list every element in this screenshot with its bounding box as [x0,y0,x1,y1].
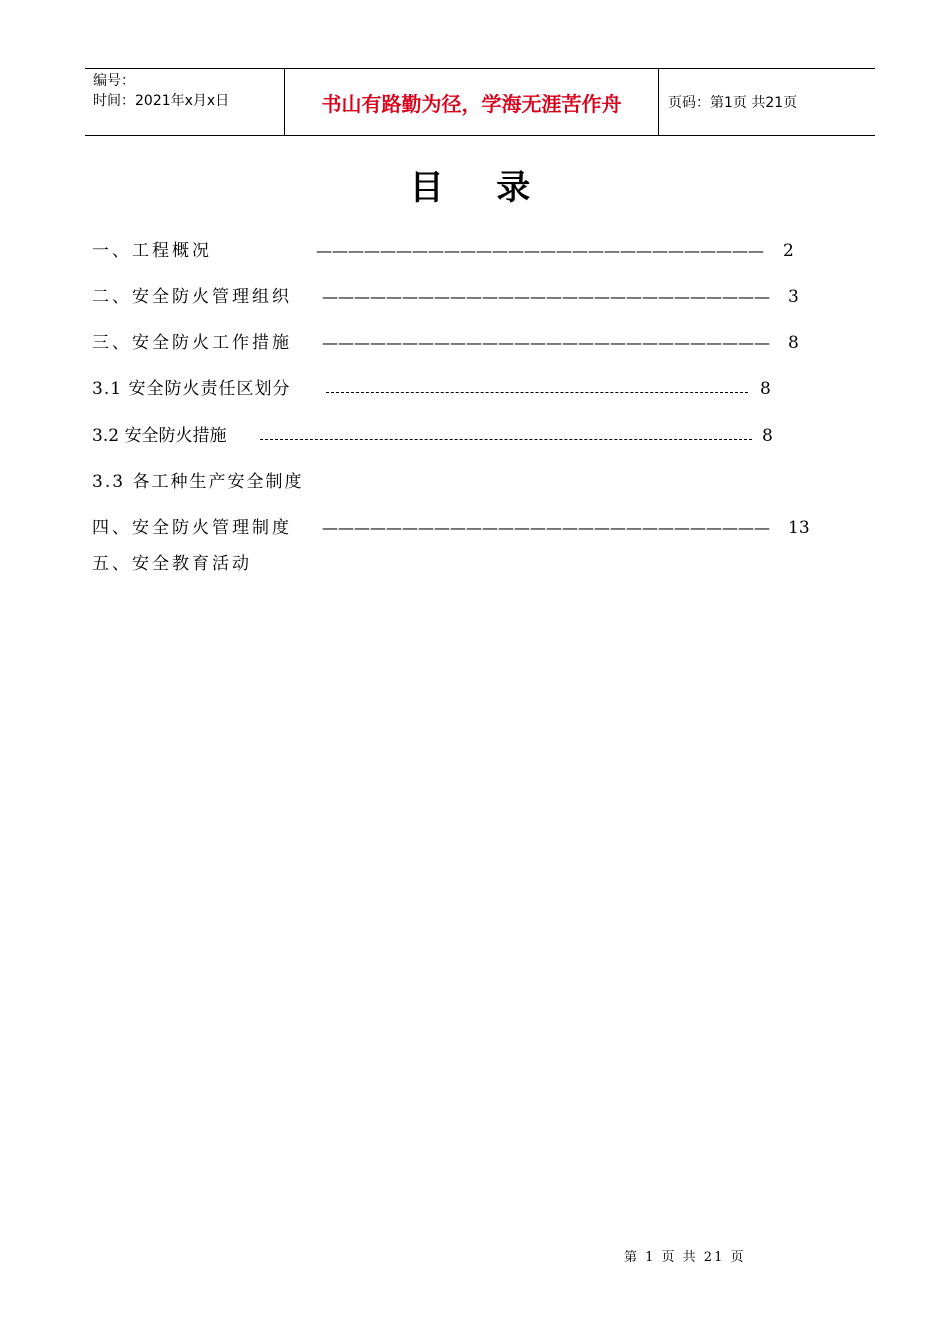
toc-entry-leader: ———————————————————————————— [322,518,770,537]
toc-entry[interactable] [92,550,812,578]
toc-entry-leader [260,439,752,440]
toc-entry-page: 8 [788,333,799,353]
toc-entry-page: 13 [788,518,810,538]
toc-entry-page: 3 [788,287,799,307]
toc-entry[interactable] [92,329,812,357]
header-motto: 书山有路勤为径，学海无涯苦作舟 [285,69,659,135]
document-date: 时间：2021年x月x日 [93,93,230,109]
toc-entry-page: 2 [783,241,794,261]
toc-entry-label: 三、安全防火工作措施 [92,333,292,353]
page-header [85,68,875,136]
toc-entry[interactable] [92,468,812,496]
toc-entry[interactable] [92,514,822,542]
toc-entry[interactable] [92,237,812,265]
toc-entry-label: 3.2 安全防火措施 [92,426,227,446]
toc-entry-label: 五、安全教育活动 [92,554,252,574]
toc-entry-label: 一、工程概况 [92,241,212,261]
toc-entry-label: 3.1 安全防火责任区划分 [92,379,291,399]
toc-entry-label: 3.3 各工种生产安全制度 [92,472,304,492]
toc-entry-page: 8 [762,426,773,446]
toc-entry[interactable] [92,283,812,311]
toc-entry-label: 四、安全防火管理制度 [92,518,292,538]
toc-title: 目 录 [409,168,551,208]
toc-entry-leader: ———————————————————————————— [322,287,770,306]
toc-entry-leader: ———————————————————————————— [316,241,764,260]
toc-entry-label: 二、安全防火管理组织 [92,287,292,307]
document-number-label: 编号： [93,73,135,89]
toc-entry-page: 8 [760,379,771,399]
page-footer: 第 1 页 共 21 页 [624,1250,746,1265]
toc-entry[interactable] [92,422,812,450]
toc-entry-leader: ———————————————————————————— [322,333,770,352]
toc-entry[interactable] [92,375,812,403]
toc-entry-leader [326,392,748,393]
header-page-info: 页码：第1页 共21页 [668,95,798,111]
header-meta [85,69,285,135]
